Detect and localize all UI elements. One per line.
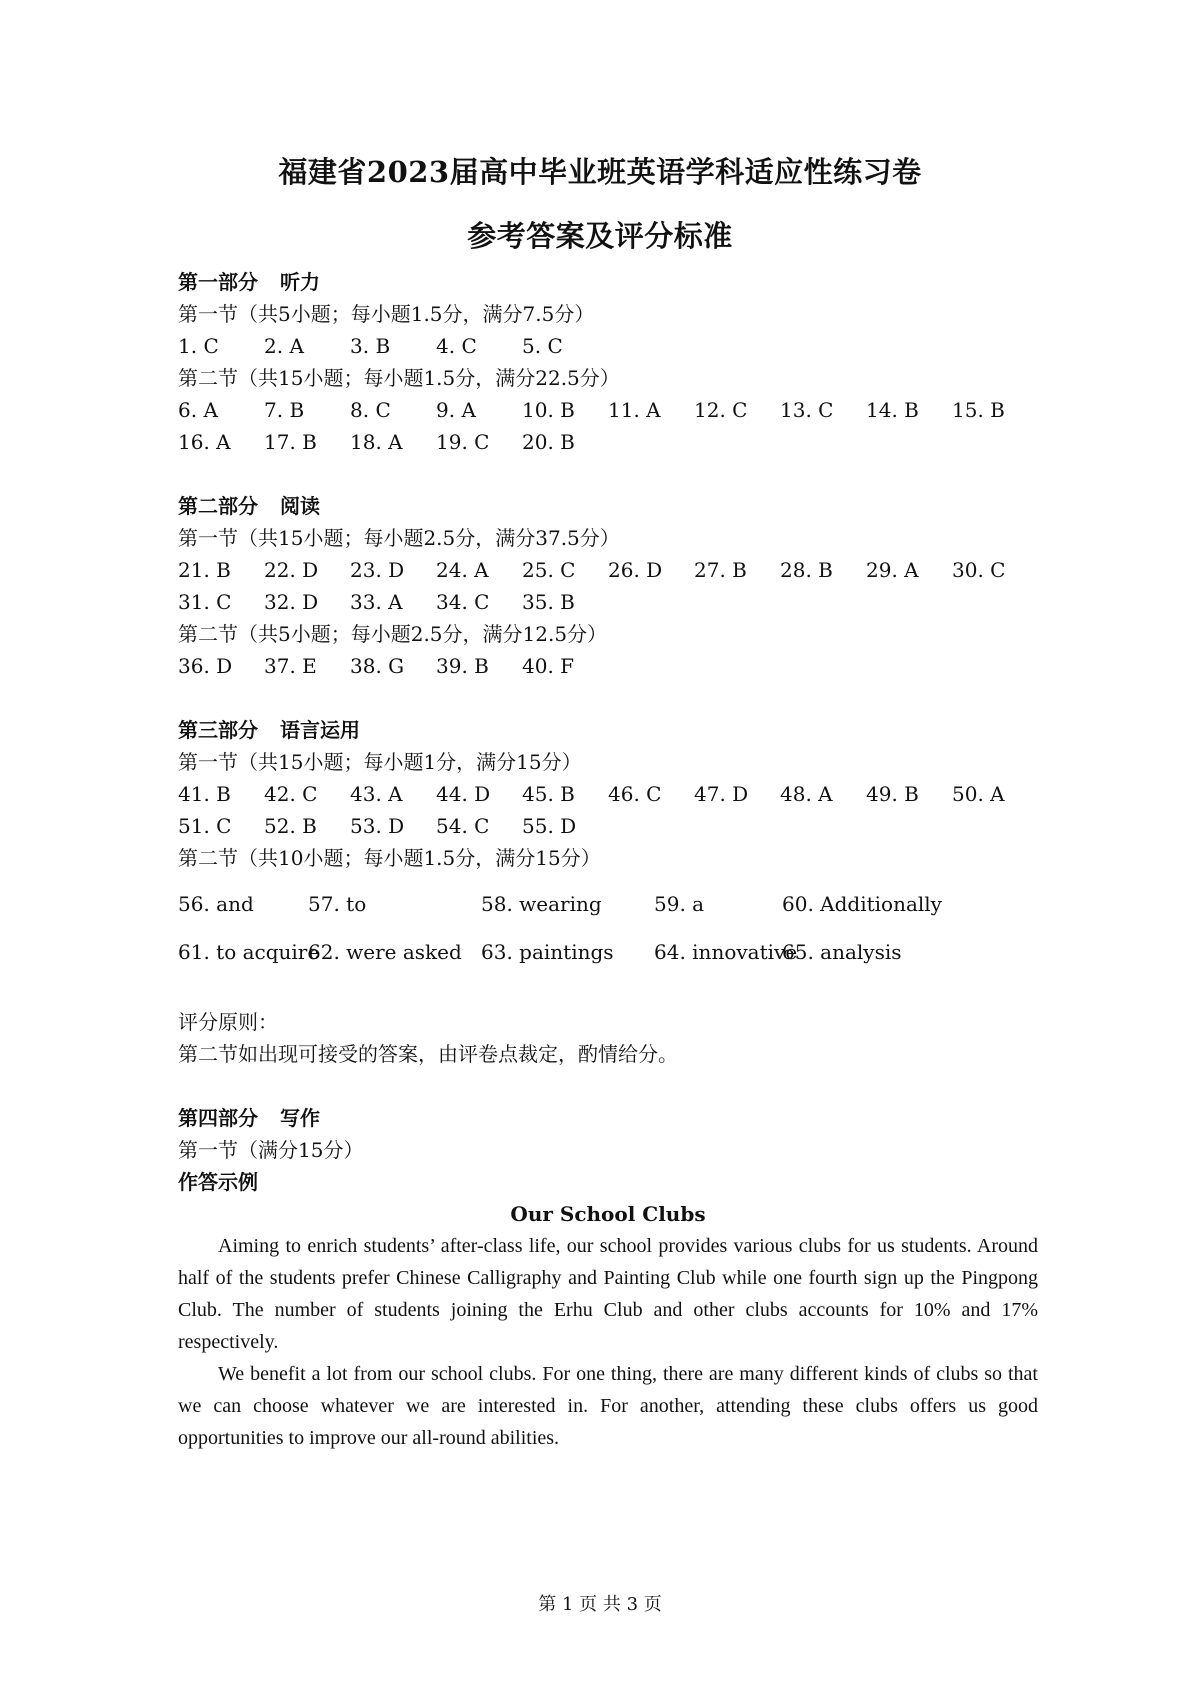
scoring-principle-label: 评分原则：: [178, 1010, 278, 1034]
part-3-heading: 第三部分 语言运用: [178, 718, 360, 742]
answer-content: [178, 266, 1038, 1454]
scoring-principle-text: 第二节如出现可接受的答案，由评卷点裁定，酌情给分。: [178, 1042, 678, 1066]
part-1-heading: 第一部分 听力: [178, 270, 320, 294]
answer-row: 31. C 32. D 33. A 34. C 35. B: [178, 590, 575, 614]
document-subtitle: 参考答案及评分标准: [467, 219, 733, 253]
document-title: 福建省2023届高中毕业班英语学科适应性练习卷: [278, 155, 922, 189]
answer-row: 16. A 17. B 18. A 19. C 20. B: [178, 430, 575, 454]
answer-row: 6. A 7. B 8. C 9. A 10. B 11. A 12. C 13. C 14. B 15. B: [178, 398, 1005, 422]
sample-essay: [178, 1198, 1038, 1454]
part-2-heading: 第二部分 阅读: [178, 494, 320, 518]
part-4-heading: 第四部分 写作: [178, 1106, 320, 1130]
fill-answer-row: 56. and 57. to 58. wearing 59. a 60. Additionally: [178, 892, 942, 916]
answer-row: 41. B 42. C 43. A 44. D 45. B 46. C 47. D 48. A 49. B 50. A: [178, 782, 1005, 806]
section-label: 第一节（共15小题；每小题2.5分，满分37.5分）: [178, 526, 620, 550]
answer-row: 36. D 37. E 38. G 39. B 40. F: [178, 654, 575, 678]
section-label: 第一节（共15小题；每小题1分，满分15分）: [178, 750, 582, 774]
section-label: 第一节（共5小题；每小题1.5分，满分7.5分）: [178, 302, 595, 326]
section-label: 第二节（共10小题；每小题1.5分，满分15分）: [178, 846, 601, 870]
sample-label: 作答示例: [178, 1170, 258, 1194]
answer-row: 21. B 22. D 23. D 24. A 25. C 26. D 27. B 28. B 29. A 30. C: [178, 558, 1006, 582]
section-label: 第二节（共15小题；每小题1.5分，满分22.5分）: [178, 366, 620, 390]
fill-answer-row: 61. to acquire62. were asked 63. paintings 64. innovative65. analysis: [178, 940, 902, 964]
section-label: 第二节（共5小题；每小题2.5分，满分12.5分）: [178, 622, 608, 646]
answer-row: 51. C 52. B 53. D 54. C 55. D: [178, 814, 577, 838]
essay-paragraph: Aiming to enrich students’ after-class life, our school provides various clubs for us students. Around half of the students prefer Chinese Calligraphy and Painting Club while one fourth sign up the Pingpong Club. The number of students joining the Erhu Club and other clubs accounts for 10% and 17% respectively.: [178, 1235, 1038, 1353]
section-label: 第一节（满分15分）: [178, 1138, 364, 1162]
essay-title: Our School Clubs: [510, 1202, 706, 1226]
page-footer: 第 1 页 共 3 页: [538, 1594, 662, 1615]
essay-paragraph: We benefit a lot from our school clubs. For one thing, there are many different kinds of clubs so that we can choose whatever we are interested in. For another, attending these clubs offers us good opportunities to improve our all-round abilities.: [178, 1363, 1038, 1449]
answer-row: 1. C 2. A 3. B 4. C 5. C: [178, 334, 563, 358]
